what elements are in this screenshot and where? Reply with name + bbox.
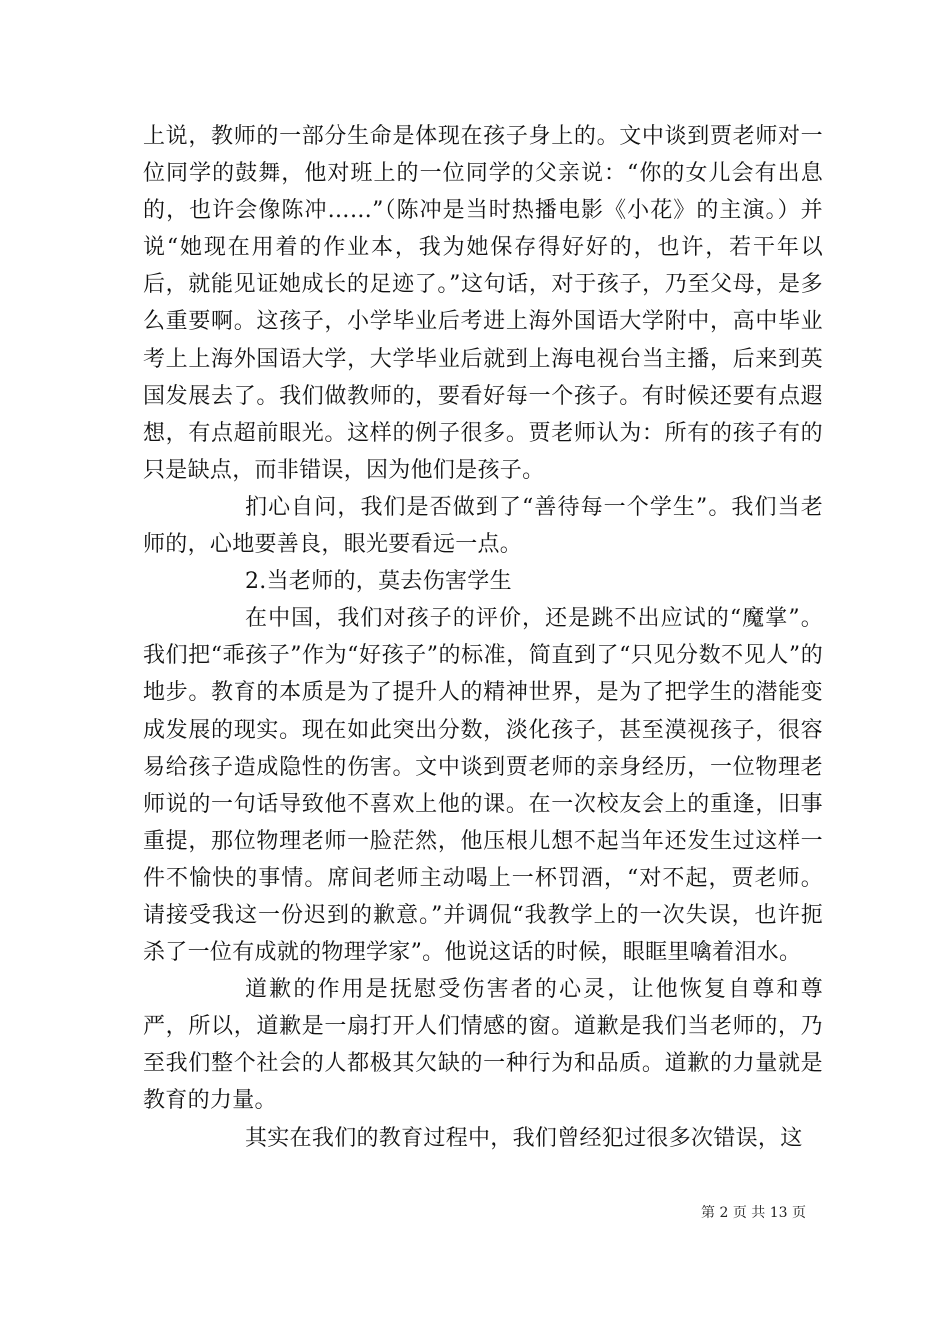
- paragraph-apology: 道歉的作用是抚慰受伤害者的心灵，让他恢复自尊和尊严，所以，道歉是一扇打开人们情感的窗。道歉是我们当老师的，乃至我们整个社会的人都极其欠缺的一种行为和品质。道歉的力量就是教育的力量。: [143, 977, 823, 1114]
- paragraph-evaluation: 在中国，我们对孩子的评价，还是跳不出应试的“魔掌”。我们把“乖孩子”作为“好孩子”的标准，简直到了“只见分数不见人”的地步。教育的本质是为了提升人的精神世界，是为了把学生的潜能变成发展的现实。现在如此突出分数，淡化孩子，甚至漠视孩子，很容易给孩子造成隐性的伤害。文中谈到贾老师的亲身经历，一位物理老师说的一句话导致他不喜欢上他的课。在一次校友会上的重逢，旧事重提，那位物理老师一脸茫然，他压根儿想不起当年还发生过这样一件不愉快的事情。席间老师主动喝上一杯罚酒，“对不起，贾老师。请接受我这一份迟到的歉意。”并调侃“我教学上的一次失误，也许扼杀了一位有成就的物理学家”。他说这话的时候，眼眶里噙着泪水。: [143, 606, 823, 966]
- paragraph-continuation: 上说，教师的一部分生命是体现在孩子身上的。文中谈到贾老师对一位同学的鼓舞，他对班上的一位同学的父亲说：“你的女儿会有出息的，也许会像陈冲……”（陈冲是当时热播电影《小花》的主演。）并说“她现在用着的作业本，我为她保存得好好的，也许，若干年以后，就能见证她成长的足迹了。”这句话，对于孩子，乃至父母，是多么重要啊。这孩子，小学毕业后考进上海外国语大学附中，高中毕业考上上海外国语大学，大学毕业后就到上海电视台当主播，后来到英国发展去了。我们做教师的，要看好每一个孩子。有时候还要有点遐想，有点超前眼光。这样的例子很多。贾老师认为：所有的孩子有的只是缺点，而非错误，因为他们是孩子。: [143, 124, 823, 483]
- section-heading: 2.当老师的，莫去伤害学生: [245, 569, 512, 595]
- document-body: [143, 118, 823, 1157]
- paragraph-reflection: 扪心自问，我们是否做到了“善待每一个学生”。我们当老师的，心地要善良，眼光要看远一点。: [143, 494, 823, 558]
- page-footer: 第 2 页 共 13 页: [701, 1205, 806, 1221]
- paragraph-final: 其实在我们的教育过程中，我们曾经犯过很多次错误，这: [245, 1125, 803, 1151]
